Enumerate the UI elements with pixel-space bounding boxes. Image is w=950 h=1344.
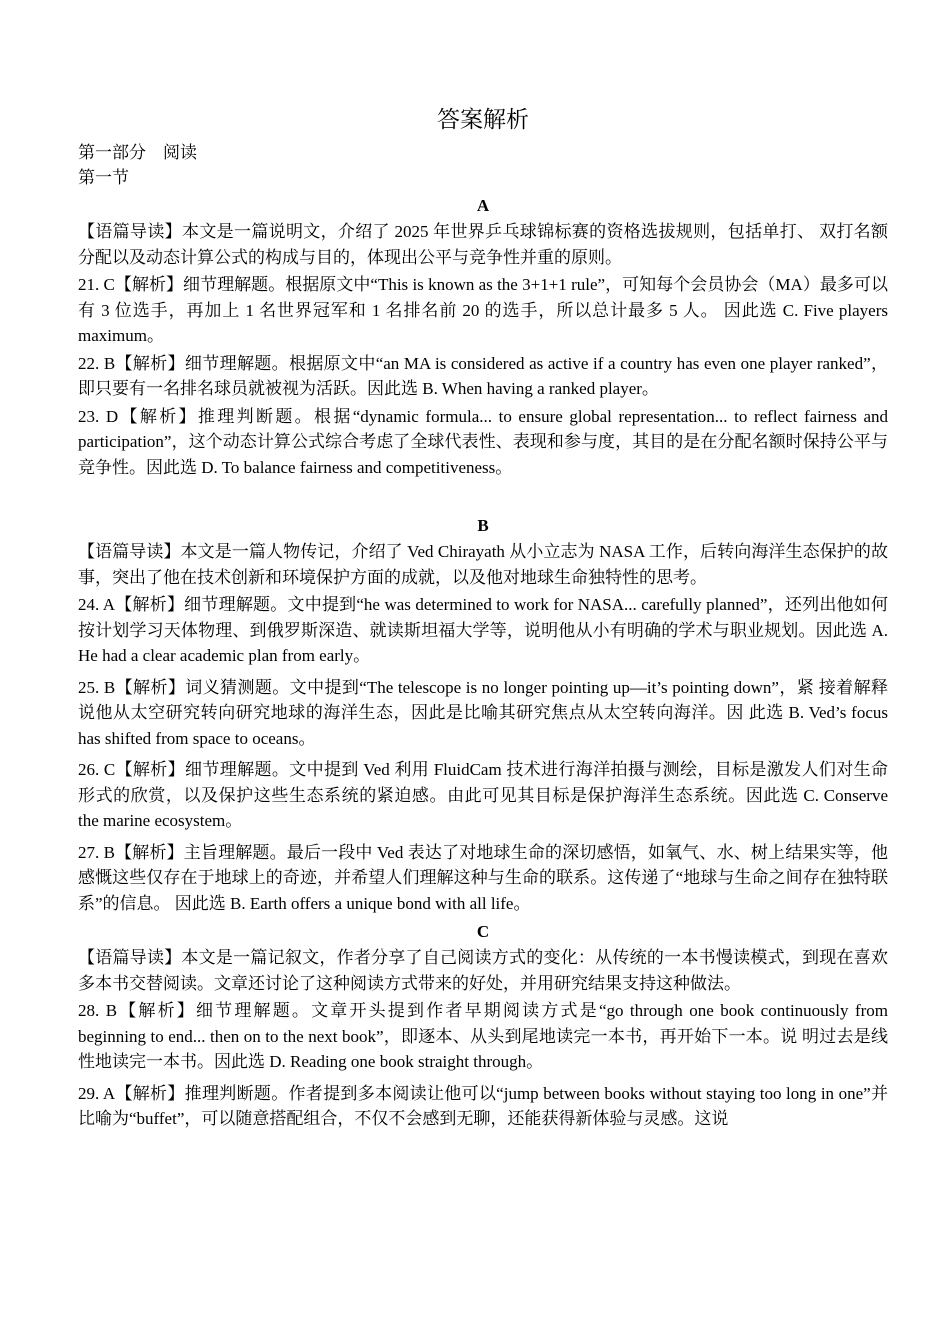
- answer-24: 24. A【解析】细节理解题。文中提到“he was determined to work for NASA... carefully planned”，还列出他如何按计划学习天体物理、到俄罗斯深造、就读斯坦福大学等，说明他从小有明确的学术与职业规划。因此选 A. He had a clear academic plan from early。: [78, 595, 888, 665]
- subsection-heading: 第一节: [78, 168, 129, 187]
- answer-23: 23. D【解析】推理判断题。根据“dynamic formula... to ensure global representation... to reflect fairness and participation”，这个动态计算公式综合考虑了全球代表性、表现和参与度，其目的是在分配名额时保持公平与竞争性。因此选 D. To balance fairness and competitiveness。: [78, 406, 888, 477]
- answer-28: 28. B【解析】细节理解题。文章开头提到作者早期阅读方式是“go through one book continuously from beginning to end... then on to the next book”，即逐本、从头到尾地读完一本书，再开始下一本。说 明过去是线性地读完一本书。因此选 D. Reading one book straight through。: [78, 1001, 888, 1071]
- reading-guide: 【语篇导读】本文是一篇人物传记，介绍了 Ved Chirayath 从小立志为 NASA 工作，后转向海洋生态保护的故事，突出了他在技术创新和环境保护方面的成就，以及他对地球生命独特性的思考。: [78, 542, 888, 587]
- answer-22: 22. B【解析】细节理解题。根据原文中“an MA is considered as active if a country has even one player ranked”，即只要有一名排名球员就被视为活跃。因此选 B. When having a ranked player。: [78, 353, 888, 398]
- section-letter: A: [476, 196, 490, 215]
- answer-26: 26. C【解析】细节理解题。文中提到 Ved 利用 FluidCam 技术进行海洋拍摄与测绘，目标是激发人们对生命形式的欣赏，以及保护这些生态系统的紧迫感。由此可见其目标是保护海洋生态系统。因此选 C. Conserve the marine ecosystem。: [78, 760, 888, 830]
- answer-25: 25. B【解析】词义猜测题。文中提到“The telescope is no longer pointing up—it’s pointing down”，紧 接着解释说他从太空研究转向研究地球的海洋生态，因此是比喻其研究焦点从太空转向海洋。因 此选 B. Ved’s focus has shifted from space to oceans。: [78, 677, 888, 748]
- answer-29: 29. A【解析】推理判断题。作者提到多本阅读让他可以“jump between books without staying too long in one”并比喻为“buffet”，可以随意搭配组合，不仅不会感到无聊，还能获得新体验与灵感。这说: [78, 1083, 888, 1128]
- section-c: [78, 918, 888, 1132]
- reading-guide: 【语篇导读】本文是一篇记叙文，作者分享了自己阅读方式的变化：从传统的一本书慢读模式，到现在喜欢多本书交替阅读。文章还讨论了这种阅读方式带来的好处，并用研究结果支持这种做法。: [78, 948, 888, 993]
- reading-guide: 【语篇导读】本文是一篇说明文，介绍了 2025 年世界乒乓球锦标赛的资格选拔规则，包括单打、 双打名额分配以及动态计算公式的构成与目的，体现出公平与竞争性并重的原则。: [78, 222, 888, 267]
- answer-21: 21. C【解析】细节理解题。根据原文中“This is known as the 3+1+1 rule”，可知每个会员协会（MA）最多可以有 3 位选手，再加上 1 名世界冠军和 1 名排名前 20 的选手，所以总计最多 5 人。 因此选 C. Five players maximum。: [78, 275, 888, 345]
- section-letter: C: [476, 922, 490, 941]
- page-title: 答案解析: [437, 107, 529, 132]
- section-letter: B: [477, 516, 489, 535]
- answer-document: [78, 104, 888, 1134]
- section-b: [78, 512, 888, 916]
- section-a: [78, 192, 888, 480]
- part-heading: 第一部分 阅读: [78, 143, 197, 162]
- answer-27: 27. B【解析】主旨理解题。最后一段中 Ved 表达了对地球生命的深切感悟，如氧气、水、树上结果实等，他感慨这些仅存在于地球上的奇迹，并希望人们理解这种与生命的联系。这传递了“地球与生命之间存在独特联系”的信息。 因此选 B. Earth offers a unique bond with all life。: [78, 842, 888, 913]
